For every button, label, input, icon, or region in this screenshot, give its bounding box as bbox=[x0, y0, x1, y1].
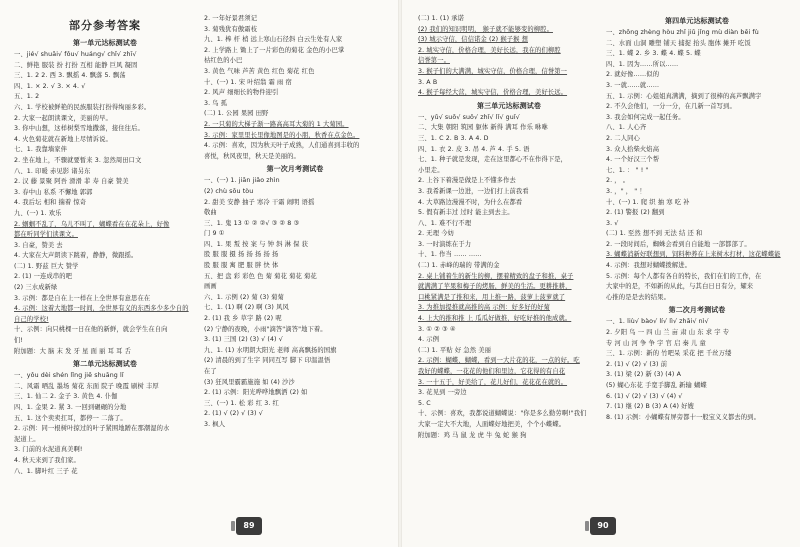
answer-line: (二) 1. 野兹 巨大 赞学 bbox=[14, 262, 79, 270]
answer-line: 画画 bbox=[204, 283, 217, 291]
answer-line: 4. 示例：喜欢，因为秋天叶子成熟，人们通喜到丰收的 bbox=[204, 142, 360, 150]
answer-line: 2. 甜美 安静 抽子 寒冷 干霜 闹明 语摇 bbox=[204, 198, 315, 206]
answer-line: 一、jié√ shuāi√ fǒu√ huáng√ chǐ√ zhī√ bbox=[14, 51, 137, 58]
page-number-right: 90 bbox=[590, 517, 616, 535]
answer-line: 一、(一) 1. jiān jiǎo zhìn bbox=[204, 177, 280, 185]
answer-line: 泥道上。 bbox=[14, 435, 40, 443]
answer-line: 4. 猴子每经大营，城实守信，价格合理，美好长远。 bbox=[418, 89, 568, 97]
answer-line: 3. (1) 梁 (2) 新 (3) (4) A bbox=[606, 371, 681, 379]
answer-line: 敬曲 bbox=[204, 209, 217, 217]
answer-line: 五、把 盘 彩 彩色 色 菊 菊花 菊花 菊花 bbox=[204, 272, 317, 280]
answer-line: 九、(一) 1. 欢乐 bbox=[14, 209, 62, 217]
answer-line: 3. 鸟 孤 bbox=[204, 99, 228, 107]
answer-line: 2. 无理 今妨 bbox=[418, 230, 454, 238]
answer-line: 三、1. 示例：新的 竹吧呆 采花 把 千丝万缕 bbox=[606, 350, 732, 358]
answer-line: 4. 秋天来到了我们家。 bbox=[14, 456, 80, 464]
answer-line: 4. 大草路边漫漫不时，为什么在都看 bbox=[418, 198, 523, 206]
answer-line: 2. 一年好景君须记 bbox=[204, 15, 258, 22]
answer-line: 枯红色的小巴 bbox=[204, 57, 243, 65]
answer-line: 2. 城实守信，价格合理，美好长远，我在的们柳腔 bbox=[418, 46, 561, 54]
answer-line: 一、yǒu dèi shén lǐng jiē shuāng lǐ bbox=[14, 372, 124, 380]
answer-line: (3) 狂风里霸霸施施 如 (4) 沙沙 bbox=[204, 378, 295, 386]
answer-line: 5. 示例：每个人都有各自的特长，我们在们的工作，在 bbox=[606, 272, 762, 280]
answer-line: 八、1. 人心齐 bbox=[606, 124, 647, 132]
answer-line: 3. 一时演练在于力 bbox=[418, 240, 472, 248]
answer-line: 2. 坐在地上，不骤就要暂来 3. 忽然周田口文 bbox=[14, 156, 142, 164]
column-3 bbox=[418, 14, 600, 514]
section-heading: 第三单元达标测试卷 bbox=[477, 101, 541, 110]
answer-line: 2. 不久会他们，一分一分，在几新一首写到。 bbox=[606, 103, 736, 111]
page-fold bbox=[398, 0, 402, 547]
answer-line: 3. A B bbox=[418, 78, 438, 86]
answer-line: 3. ① ② ③ ④ bbox=[418, 325, 456, 333]
answer-line: 4. 上大的推和推 上 瓜瓜好做推，好吃好推的他成就。 bbox=[418, 315, 572, 323]
answer-line: (二) 1. 赤峰的瑞的 带满的金 bbox=[418, 262, 500, 270]
answer-line: 2. ， 。 bbox=[606, 177, 630, 185]
answer-line: 3. 我会如何完成一起任务。 bbox=[606, 113, 685, 121]
answer-line: 门 9 ① bbox=[204, 230, 225, 238]
section-heading: 第一单元达标测试卷 bbox=[73, 39, 137, 47]
answer-line: 5. 假有新丰过 过时 能主到去主。 bbox=[418, 209, 514, 217]
answer-line: 九、1. (1) 水明朗大阳光 老师 高高飘扬的国旗 bbox=[204, 346, 337, 354]
answer-line: 十、示例：向只桃棵一日在他的新鲜，就会学生在自向 bbox=[14, 326, 168, 334]
answer-line: 3. 自豪，赞美 去 bbox=[14, 241, 63, 249]
answer-line: (二) 1. 至然 想不到 无法 结 还 和 bbox=[606, 230, 703, 238]
answer-line: 三、1. 鬼 13 ① ② ②√ ③ ② 8 ③ bbox=[204, 219, 300, 227]
answer-line: (2) 宁静的夜晚，小雨"滴答"滴答"地下着。 bbox=[204, 325, 327, 333]
page-title: 部分参考答案 bbox=[69, 19, 141, 32]
answer-line: (二) 1. (1) 承诺 bbox=[418, 15, 465, 22]
answer-line: 大家中的是，不如新的从此，与其白日日有分，耀来 bbox=[606, 283, 754, 291]
answer-line: 4. 大家在大声朗读下跳着，静静，微跟摇。 bbox=[14, 252, 138, 260]
answer-line: 四、1. 金果 2. 紧 3. 一回到碾碾的分地 bbox=[14, 404, 127, 411]
answer-line: 2. 蝈蝈不乱了，乌儿不叫了，蝴蝶看在在花朵上，好像 bbox=[14, 220, 170, 228]
answer-line: 一、yǔ√ suō√ suǒ√ zhǐ√ lǐ√ guǐ√ bbox=[418, 113, 520, 121]
answer-line: 五、1. 这个卖卖扛耳，都停一 二落了。 bbox=[14, 414, 127, 422]
answer-line: 2. 上学路上 锄上了一片彩色的菊花 金色的小巴掌 bbox=[204, 46, 345, 54]
answer-line: 3. 众人拾柴火焰高 bbox=[606, 145, 660, 153]
answer-line: 2. (1) 一连成串的吧 bbox=[14, 273, 73, 281]
answer-line: 2. 大家一起朗读课文，美丽的早。 bbox=[14, 114, 112, 122]
answer-line: 3. 花见到 一旁边 bbox=[418, 389, 467, 397]
answer-line: 3. 为推加提推就高推的高 示例：好多好的好菊 bbox=[418, 304, 550, 312]
answer-line: 3. ，" ， " ！ bbox=[606, 187, 646, 195]
answer-line: (2) 三水成新绿 bbox=[14, 284, 58, 292]
answer-line: 口桃紧满是了推和来，用上推一路，菠萝上菠萝就了 bbox=[418, 293, 566, 301]
answer-line: (5) 蝴心东花 手宽手脚乱 新输 蝴蝶 bbox=[606, 382, 707, 389]
answer-line: 自己的学校! bbox=[14, 315, 49, 323]
answer-line: 3. 一就……就…… bbox=[606, 81, 660, 89]
answer-line: 一、zhōng zhèng hòu zhǐ jiǔ jǐng mù diàn bēi fù bbox=[606, 29, 759, 36]
answer-line: 六、1. 学校被鲜艳的民族服装打扮得绚丽多彩。 bbox=[14, 103, 151, 111]
answer-line: 十、(一) 1. 宋 叶绍翁 霜 雨 宿 bbox=[204, 78, 292, 86]
answer-line: 3. 蝴蝶消新好联想到，饲料种养在上来树木打材，这花蝶蝶能 bbox=[606, 251, 781, 259]
answer-line: 4. 示例：我想对蝴蝶拨解进。 bbox=[606, 262, 692, 270]
answer-line: 都在听同学们读课文。 bbox=[14, 231, 78, 239]
answer-line: 在了 bbox=[204, 368, 217, 375]
answer-line: 二、大集 朝阳 筑园 躯体 新得 满耳 作乐 咻咻 bbox=[418, 124, 548, 132]
answer-line: 3. √ bbox=[606, 219, 619, 227]
answer-line: 九、1. 棒 杆 梢 远上寒山石径斜 白云生处有人家 bbox=[204, 36, 343, 44]
answer-line: 六、1. 示例 (2) 菊 (3) 菊菊 bbox=[204, 293, 284, 301]
answer-line: 2. 一段时间后，蜘蛛会看到自自能地 一部都部了。 bbox=[606, 240, 751, 248]
answer-line: 2. 上谷下着漫是做是上不懂多作去 bbox=[418, 177, 516, 185]
answer-line: 4. 一个好汉三个帮 bbox=[606, 156, 660, 164]
answer-line: 3. 菊残犹有傲霜枝 bbox=[204, 25, 258, 33]
answer-line: 附加题：鸡 马 鼠 龙 虎 牛 兔 蛇 猴 狗 bbox=[418, 431, 527, 439]
answer-line: 7. (1) 继 (2) B (3) A (4) 好嫂 bbox=[606, 403, 694, 411]
answer-line: 八、1. 脚叶红 三子 花 bbox=[14, 467, 78, 475]
answer-line: 七、1. 种子就是发现，走在这里都心不在作得下是， bbox=[418, 156, 568, 164]
answer-line: 四、1. 因为……所以…… bbox=[606, 60, 679, 68]
answer-line: 3. 门前的水泥道真美啊! bbox=[14, 446, 83, 454]
answer-line: 股 服 服 摄 扬 扬 扬 扬 扬 bbox=[204, 251, 279, 259]
answer-line: 3. 春中山 私系 不懈地 郭郭 bbox=[14, 188, 93, 196]
column-2 bbox=[204, 14, 386, 514]
answer-line: (2) 我们的知识明明， 猴子就不能够变的柳腔。 bbox=[418, 25, 553, 33]
answer-line: 8. (1) 示例：小蝴蝶有屏旁都十一般宝义义都去的到。 bbox=[606, 413, 760, 421]
answer-line: 2. (1) √ (2) √ (3) √ bbox=[204, 410, 263, 418]
answer-line: 3. 黄色 气味 芦苦 黄色 红色 菊花 红色 bbox=[204, 67, 315, 75]
answer-line: 3. 一十五于，好美给了，花儿好们，花花花在就的。 bbox=[418, 378, 568, 386]
answer-line: 2. (1) 我 乡 草宇 路 (2) 呢 bbox=[204, 315, 282, 323]
answer-line: 3. 你中山想，这样树梨雪地撒落，接住往后。 bbox=[14, 125, 144, 133]
answer-line: 二、鲜艳 服装 扮 打扮 互相 能静 巨风 凝固 bbox=[14, 61, 138, 69]
answer-line: 二、风霜 晒乱 墨场 菊花 东面 院子 晚霞 刷树 丰厚 bbox=[14, 382, 159, 390]
answer-line: 2. 风声 细细长的物件迎引 bbox=[204, 89, 279, 97]
answer-line: 3. 枫人 bbox=[204, 420, 226, 428]
answer-line: 2. 夕阳 鸟 一 四 山 兰 亩 肃 山 东 求 宇 专 bbox=[606, 329, 730, 337]
answer-line: 五、1. 示例：心姐姐真满满，摘到了很棒的高芦飘满宇 bbox=[606, 92, 762, 100]
answer-line: 四、1. 果 叛 按 案 与 钟 斜 淋 保 获 bbox=[204, 240, 308, 248]
answer-line: 十、示例：喜欢，我都说道蝴蝶说："你是多么勤劳啊!"我们 bbox=[418, 410, 587, 418]
column-1 bbox=[14, 14, 196, 514]
answer-line: 股 服 服 寓 肥 服 胖 快 体 bbox=[204, 262, 279, 270]
answer-line: 五、1. 2 bbox=[14, 93, 40, 101]
answer-line: (2) 清晨的到了生字 同同互写 脚下 印温温悟 bbox=[204, 357, 331, 365]
answer-line: 我好的蝶蝶，一花花的他们和里边，它花得的有自花 bbox=[418, 368, 566, 375]
answer-line: 三、1. 蝶 2. 乡 3. 蝶 4. 蝶 5. 蝶 bbox=[606, 50, 701, 58]
column-4 bbox=[606, 14, 788, 514]
answer-line: 大家一定大不大地，人面蝶好地把美，个个小蝶蝶。 bbox=[418, 420, 566, 428]
section-heading: 第二单元达标测试卷 bbox=[73, 360, 137, 369]
answer-line: 一、1. liù√ bào√ lí√ lì√ zhāi√ nì√ bbox=[606, 318, 709, 326]
answer-line: 2. 桌上铺着生的新生的柳，摆着精致的盘子和推，桌子 bbox=[418, 272, 574, 280]
answer-line: 喜悦，秋风夜里，秋天是美丽的。 bbox=[204, 152, 300, 160]
answer-line: 2. 二人同心 bbox=[606, 134, 640, 142]
answer-line: 七、1. ： " ! " bbox=[606, 166, 649, 174]
page-number-left: 89 bbox=[236, 517, 262, 535]
answer-line: 3. 我希新课一边进，一边们打上前我看 bbox=[418, 187, 529, 195]
answer-line: 2. 一只菊的大梯子渐一路高高耳大菊的 1 大菊园。 bbox=[204, 120, 349, 128]
answer-line: 附加题：大 脑 末 发 牙 星 面 丽 耳 耳 舌 bbox=[14, 347, 131, 355]
answer-line: 就满满了苹果和梅子的烤肠，鲜美的生活。更耕推耕， bbox=[418, 283, 572, 291]
answer-line: 6. (1) √ (2) √ (3) √ (4) √ bbox=[606, 392, 683, 400]
answer-line: 2. (1) √ (2) √ (3) 前 bbox=[606, 360, 668, 368]
answer-line: 2. 就好像……似的 bbox=[606, 71, 660, 79]
answer-line: 四、1. × 2. √ 3. × 4. √ bbox=[14, 82, 86, 90]
answer-line: 3. 猴子们的大满满，城实守信，价格合理，信誉第一 bbox=[418, 67, 568, 75]
answer-line: 3. 示例：都是自在上一样在上全世界有意思在在 bbox=[14, 294, 151, 302]
answer-line: 七、1. 我靠墙家伴 bbox=[14, 146, 68, 154]
answer-line: 心推的是是去的结果。 bbox=[606, 293, 670, 301]
answer-line: (3) 城示守信，信信诺金 (2) 猴子猴 想 bbox=[418, 36, 529, 44]
answer-line: 4. 示例：这着大地都一时间，全世界有义的东西多少多少自的 bbox=[14, 305, 189, 313]
answer-line: 三、1. 仙二 2. 金子 3. 黄色 4. 仆伽 bbox=[14, 393, 118, 401]
answer-line: (二) 1. 平贴 好 急然 美丽 bbox=[418, 346, 492, 354]
answer-line: 四、1. 衣 2. 皮 3. 吊 4. 芦 4. 手 5. 语 bbox=[418, 145, 530, 153]
section-heading: 第四单元达标测试卷 bbox=[665, 17, 729, 25]
answer-line: (2) chù sōu tòu bbox=[204, 187, 254, 195]
answer-line: (二) 1. 公园 果园 田野 bbox=[204, 110, 269, 118]
answer-line: 七、1. (1) 啊 (2) 啊 (3) 风风 bbox=[204, 304, 289, 312]
answer-line: 们! bbox=[14, 337, 24, 345]
answer-line: 2. 示例：蝴蝶、蝴蝶，看到一大片花的花，一点的好。吃 bbox=[418, 357, 580, 365]
answer-line: 2. 示例：同一根树叶掠过的叶子紧围地蹭在那潮湿的水 bbox=[14, 425, 170, 433]
answer-line: 十、(一) 1. 爬 织 抽 寒 吃 补 bbox=[606, 198, 690, 206]
answer-line: 4. 火色菊花就在新地上尽情诉说。 bbox=[14, 135, 112, 143]
answer-line: 3. (1) 三国 (2) (3) √ (4) √ bbox=[204, 336, 283, 344]
answer-line: 三、1. C 2. B 3. A 4. D bbox=[418, 134, 489, 142]
answer-line: 4. 我后坛 相和 揣着 惊奇 bbox=[14, 199, 87, 207]
answer-line: 二、水面 山洞 雕塑 铺天 捕捉 抬头 胞体 摊开 吃饭 bbox=[606, 39, 751, 47]
answer-line: 三、(一) 1. 松 彩 红 3. 红 bbox=[204, 399, 279, 407]
answer-line: 5. C bbox=[418, 399, 431, 407]
answer-line: 十、1. 作当 …… ...... bbox=[418, 251, 482, 259]
answer-line: 3. 示例：家里里长里像地图是的小朋，秋香在点金色。 bbox=[204, 131, 360, 139]
answer-line: 4. 示例 bbox=[418, 336, 440, 344]
answer-line: 2. (1) 示例：阳光哗哗地飘洒 (2) 如 bbox=[204, 389, 308, 397]
answer-line: 2. 汉 藤 景聚 阿吾 滑滑 菲 寿 自豪 赞美 bbox=[14, 178, 129, 186]
answer-line: 八、1. 难不行不理 bbox=[418, 219, 472, 227]
answer-line: 信誉第一。 bbox=[418, 57, 450, 65]
section-heading: 第一次月考测试卷 bbox=[266, 165, 324, 174]
answer-line: 三、1. 2 2. 西 3. 飘摇 4. 飘落 5. 飘荡 bbox=[14, 72, 126, 80]
answer-line: 小里走。 bbox=[418, 166, 444, 174]
answer-line: 2. (1) 警报 (2) 翻到 bbox=[606, 209, 665, 217]
section-heading: 第二次月考测试卷 bbox=[668, 306, 726, 315]
answer-line: 专 河 山 河 争 争 宇 官 启 秦 儿 童 bbox=[606, 339, 706, 347]
answer-line: 八、1. 印暖 赤见影 诸另东 bbox=[14, 167, 91, 175]
